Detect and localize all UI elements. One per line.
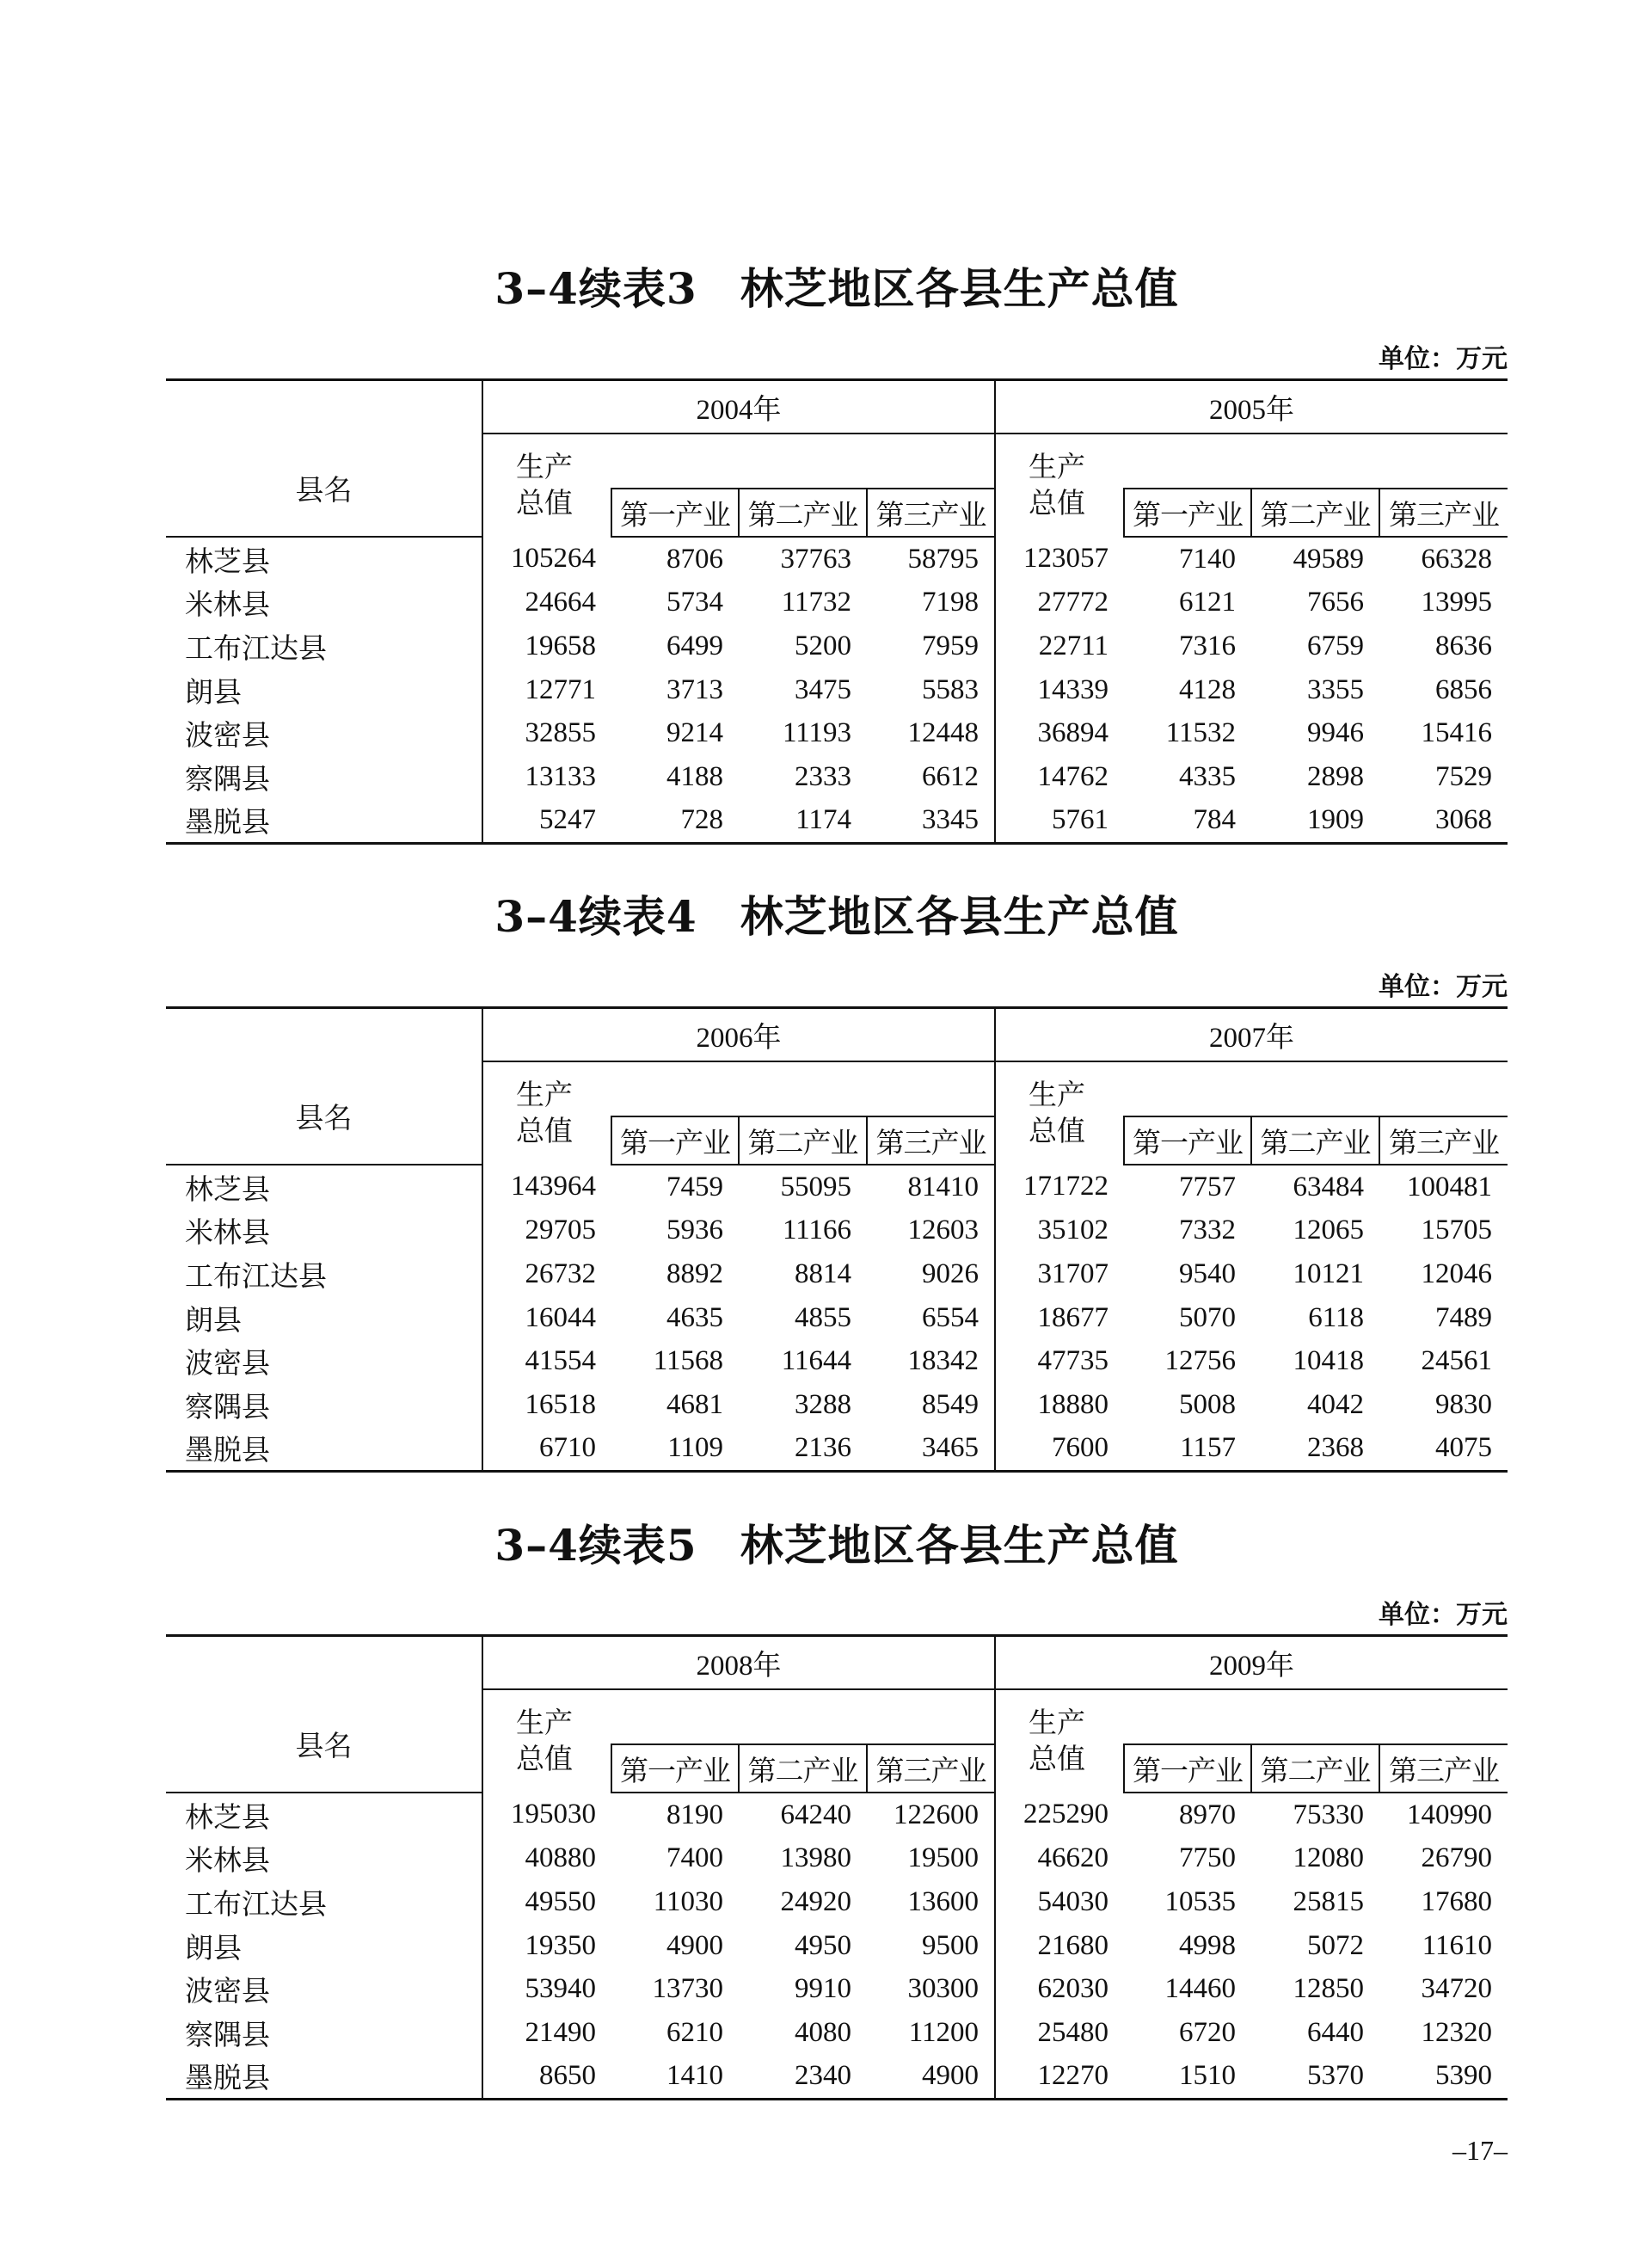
industry-value-cell: 6612 [922,760,979,792]
gross-output-cell: 195030 [511,1799,596,1830]
industry-value-cell: 11030 [653,1885,723,1917]
industry-value-cell: 8706 [666,543,723,575]
year-header: 2009年 [995,1636,1508,1690]
industry-value-cell: 55095 [780,1171,851,1202]
industry-value-cell: 8549 [922,1388,979,1420]
gross-output-cell: 16044 [525,1301,596,1333]
industry-value-cell: 24561 [1421,1345,1492,1377]
unit-label: 单位：万元 [1379,1600,1508,1630]
gross-output-cell: 14762 [995,755,1124,799]
table-row [166,537,1508,581]
industry-value-cell: 5936 [666,1215,723,1246]
data-table [166,1006,1508,1473]
industry-value-cell: 9830 [1435,1388,1492,1420]
gross-output-cell: 24664 [525,587,596,618]
county-name: 墨脱县 [166,1427,482,1472]
gross-output-cell: 8650 [482,2055,611,2100]
industry-value-cell: 4998 [1179,1929,1236,1961]
industry-value-cell: 784 [1124,799,1251,844]
county-name: 米林县 [166,581,482,625]
industry-value-cell: 12603 [907,1215,979,1246]
industry-value-cell: 11193 [782,717,851,749]
table-row [166,1165,1508,1209]
county-name: 林芝县 [166,1793,482,1837]
year-header: 2004年 [482,380,995,434]
industry-value-cell: 6554 [922,1301,979,1333]
industry-value-cell: 11166 [782,1215,851,1246]
industry-value-cell: 66328 [1421,543,1492,575]
gross-output-header: 生产 总值 [516,1708,573,1775]
industry-value-cell: 7198 [922,587,979,618]
table-row [166,1837,1508,1881]
table-row [166,581,1508,625]
gross-output-cell: 27772 [995,581,1124,625]
industry-value-cell: 13980 [780,1842,851,1874]
table-row [166,755,1508,799]
table-row [166,1339,1508,1383]
industry-value-cell: 14460 [1164,1973,1236,2005]
industry-value-cell: 64240 [780,1799,851,1830]
industry-value-cell: 7529 [1435,760,1492,792]
industry-value-cell: 12448 [907,717,979,749]
industry-value-cell: 6759 [1307,630,1364,661]
industry-value-cell: 15416 [1421,717,1492,749]
gross-output-cell: 35102 [995,1209,1124,1253]
gross-output-cell: 225290 [995,1793,1124,1837]
industry-value-cell: 4075 [1379,1427,1508,1472]
county-name: 朗县 [166,1296,482,1340]
industry-value-cell: 4900 [666,1929,723,1961]
industry-value-cell: 49589 [1293,543,1364,575]
county-header: 县名 [166,1636,482,1793]
table-title [166,255,1508,317]
primary-industry-header: 第一产业 [611,1116,739,1165]
industry-value-cell: 7959 [922,630,979,661]
industry-value-cell: 9910 [795,1973,851,2005]
industry-value-cell: 11610 [1422,1929,1492,1961]
tertiary-industry-header: 第三产业 [1379,1744,1508,1793]
industry-value-cell: 3465 [867,1427,995,1472]
primary-industry-header: 第一产业 [1124,1116,1251,1165]
industry-value-cell: 7316 [1179,630,1236,661]
industry-value-cell: 4335 [1179,760,1236,792]
industry-value-cell: 9540 [1179,1258,1236,1289]
industry-value-cell: 37763 [780,543,851,575]
industry-value-cell: 6210 [666,2016,723,2048]
gross-output-cell: 171722 [995,1165,1124,1209]
industry-value-cell: 9214 [666,717,723,749]
county-name: 察隅县 [166,1383,482,1427]
industry-value-cell: 6499 [666,630,723,661]
industry-value-cell: 24920 [780,1885,851,1917]
gross-output-cell: 22711 [995,624,1124,668]
primary-industry-header: 第一产业 [611,489,739,537]
table-row [166,668,1508,712]
industry-value-cell: 4681 [666,1388,723,1420]
industry-value-cell: 13730 [652,1973,723,2005]
table-row [166,2055,1508,2100]
gross-output-cell: 31707 [995,1252,1124,1296]
table-row [166,1880,1508,1924]
industry-value-cell: 12850 [1293,1973,1364,2005]
industry-value-cell: 7140 [1179,543,1236,575]
industry-value-cell: 19500 [907,1842,979,1874]
table-row [166,1383,1508,1427]
industry-value-cell: 5072 [1307,1929,1364,1961]
industry-value-cell: 2333 [795,760,851,792]
industry-value-cell: 1174 [739,799,867,844]
industry-value-cell: 11732 [781,587,851,618]
secondary-industry-header: 第二产业 [1251,1744,1379,1793]
gross-output-cell: 13133 [525,760,596,792]
primary-industry-header: 第一产业 [1124,1744,1251,1793]
industry-value-cell: 4128 [1179,673,1236,705]
tertiary-industry-header: 第三产业 [1379,1116,1508,1165]
data-table [166,378,1508,845]
industry-value-cell: 63484 [1293,1171,1364,1202]
secondary-industry-header: 第二产业 [739,1744,867,1793]
gross-output-header: 生产 总值 [516,1080,573,1147]
tertiary-industry-header: 第三产业 [867,1744,995,1793]
industry-value-cell: 1157 [1124,1427,1251,1472]
tertiary-industry-header: 第三产业 [1379,489,1508,537]
gross-output-cell: 6710 [482,1427,611,1472]
county-name: 朗县 [166,1924,482,1968]
industry-value-cell: 58795 [907,543,979,575]
industry-value-cell: 5734 [666,587,723,618]
county-header: 县名 [166,1008,482,1165]
table-row [166,1793,1508,1837]
table-row [166,1967,1508,2011]
industry-value-cell: 26790 [1421,1842,1492,1874]
industry-value-cell: 4950 [795,1929,851,1961]
table-number: 3–4续表4 [494,891,697,942]
industry-value-cell: 4042 [1307,1388,1364,1420]
industry-value-cell: 1109 [611,1427,739,1472]
industry-value-cell: 8970 [1179,1799,1236,1830]
industry-value-cell: 2136 [739,1427,867,1472]
gross-output-cell: 47735 [995,1339,1124,1383]
industry-value-cell: 7757 [1179,1171,1236,1202]
industry-value-cell: 7489 [1435,1301,1492,1333]
industry-value-cell: 1510 [1124,2055,1251,2100]
gross-output-cell: 123057 [995,537,1124,581]
industry-value-cell: 11568 [653,1345,723,1377]
industry-value-cell: 5390 [1379,2055,1508,2100]
industry-value-cell: 5583 [922,673,979,705]
industry-value-cell: 30300 [907,1973,979,2005]
year-header: 2005年 [995,380,1508,434]
county-name: 工布江达县 [166,1880,482,1924]
gross-output-cell: 32855 [525,717,596,749]
gross-output-cell: 36894 [995,711,1124,755]
gross-output-cell: 26732 [525,1258,596,1289]
industry-value-cell: 3288 [795,1388,851,1420]
county-name: 察隅县 [166,2011,482,2055]
gross-output-cell: 143964 [511,1171,596,1202]
county-header: 县名 [166,380,482,538]
industry-value-cell: 9500 [922,1929,979,1961]
industry-value-cell: 12080 [1293,1842,1364,1874]
county-name: 波密县 [166,1967,482,2011]
gross-output-header: 生产 总值 [995,434,1124,537]
table-row [166,1924,1508,1968]
secondary-industry-header: 第二产业 [1251,1116,1379,1165]
gross-output-cell: 49550 [525,1885,596,1917]
table-row [166,624,1508,668]
industry-value-cell: 6720 [1179,2016,1236,2048]
industry-value-cell: 1909 [1251,799,1379,844]
industry-value-cell: 7750 [1179,1842,1236,1874]
table-title-text: 林芝地区各县生产总值 [740,891,1179,942]
industry-value-cell: 4080 [795,2016,851,2048]
industry-value-cell: 75330 [1293,1799,1364,1830]
industry-value-cell: 7459 [666,1171,723,1202]
gross-output-cell: 25480 [995,2011,1124,2055]
industry-value-cell: 9026 [922,1258,979,1289]
industry-value-cell: 10535 [1164,1885,1236,1917]
industry-value-cell: 100481 [1407,1171,1492,1202]
county-name: 波密县 [166,711,482,755]
industry-value-cell: 3475 [795,673,851,705]
tertiary-industry-header: 第三产业 [867,1116,995,1165]
gross-output-cell: 46620 [995,1837,1124,1881]
industry-value-cell: 3713 [666,673,723,705]
industry-value-cell: 15705 [1421,1215,1492,1246]
industry-value-cell: 8636 [1435,630,1492,661]
table-title [166,883,1508,944]
industry-value-cell: 25815 [1293,1885,1364,1917]
gross-output-cell: 40880 [525,1842,596,1874]
county-name: 朗县 [166,668,482,712]
industry-value-cell: 12320 [1421,2016,1492,2048]
industry-value-cell: 5200 [795,630,851,661]
industry-value-cell: 5008 [1179,1388,1236,1420]
industry-value-cell: 5370 [1251,2055,1379,2100]
industry-value-cell: 13995 [1421,587,1492,618]
unit-label: 单位：万元 [1379,344,1508,374]
gross-output-cell: 18677 [995,1296,1124,1340]
industry-value-cell: 11200 [908,2016,979,2048]
industry-value-cell: 9946 [1307,717,1364,749]
unit-label: 单位：万元 [1379,972,1508,1002]
industry-value-cell: 4855 [795,1301,851,1333]
gross-output-cell: 19350 [525,1929,596,1961]
table-row [166,799,1508,844]
gross-output-cell: 16518 [525,1388,596,1420]
industry-value-cell: 34720 [1421,1973,1492,2005]
page-number: –17– [1452,2135,1508,2166]
industry-value-cell: 1410 [611,2055,739,2100]
year-header: 2008年 [482,1636,995,1690]
industry-value-cell: 11644 [781,1345,851,1377]
gross-output-cell: 14339 [995,668,1124,712]
industry-value-cell: 5070 [1179,1301,1236,1333]
gross-output-cell: 62030 [995,1967,1124,2011]
county-name: 工布江达县 [166,624,482,668]
gross-output-cell: 53940 [525,1973,596,2005]
gross-output-cell: 105264 [511,543,596,575]
industry-value-cell: 2898 [1307,760,1364,792]
county-name: 林芝县 [166,1165,482,1209]
secondary-industry-header: 第二产业 [739,1116,867,1165]
industry-value-cell: 18342 [907,1345,979,1377]
table-row [166,1427,1508,1472]
county-name: 米林县 [166,1209,482,1253]
industry-value-cell: 6121 [1179,587,1236,618]
gross-output-cell: 5761 [995,799,1124,844]
county-name: 墨脱县 [166,2055,482,2100]
industry-value-cell: 12756 [1164,1345,1236,1377]
industry-value-cell: 140990 [1407,1799,1492,1830]
industry-value-cell: 8190 [666,1799,723,1830]
gross-output-cell: 12270 [995,2055,1124,2100]
county-name: 米林县 [166,1837,482,1881]
table-title-text: 林芝地区各县生产总值 [740,1520,1179,1571]
industry-value-cell: 2340 [739,2055,867,2100]
table-number: 3–4续表3 [494,263,697,314]
year-header: 2007年 [995,1008,1508,1062]
industry-value-cell: 17680 [1421,1885,1492,1917]
table-row [166,711,1508,755]
industry-value-cell: 12065 [1293,1215,1364,1246]
industry-value-cell: 3345 [867,799,995,844]
gross-output-cell: 18880 [995,1383,1124,1427]
data-table [166,1634,1508,2100]
gross-output-cell: 54030 [995,1880,1124,1924]
industry-value-cell: 4188 [666,760,723,792]
gross-output-header: 生产 总值 [995,1061,1124,1165]
industry-value-cell: 6118 [1308,1301,1364,1333]
industry-value-cell: 7400 [666,1842,723,1874]
gross-output-cell: 29705 [525,1215,596,1246]
secondary-industry-header: 第二产业 [739,489,867,537]
industry-value-cell: 10121 [1293,1258,1364,1289]
gross-output-header: 生产 总值 [995,1689,1124,1793]
industry-value-cell: 728 [611,799,739,844]
county-name: 波密县 [166,1339,482,1383]
primary-industry-header: 第一产业 [611,1744,739,1793]
industry-value-cell: 7656 [1307,587,1364,618]
industry-value-cell: 13600 [907,1885,979,1917]
industry-value-cell: 3355 [1307,673,1364,705]
county-name: 工布江达县 [166,1252,482,1296]
gross-output-cell: 5247 [482,799,611,844]
table-title [166,1511,1508,1573]
table-row [166,2011,1508,2055]
industry-value-cell: 8814 [795,1258,851,1289]
table-row [166,1296,1508,1340]
industry-value-cell: 6856 [1435,673,1492,705]
county-name: 墨脱县 [166,799,482,844]
gross-output-cell: 41554 [525,1345,596,1377]
industry-value-cell: 4635 [666,1301,723,1333]
industry-value-cell: 12046 [1421,1258,1492,1289]
industry-value-cell: 6440 [1307,2016,1364,2048]
industry-value-cell: 2368 [1251,1427,1379,1472]
table-title-text: 林芝地区各县生产总值 [740,263,1179,314]
tertiary-industry-header: 第三产业 [867,489,995,537]
gross-output-cell: 21490 [525,2016,596,2048]
county-name: 察隅县 [166,755,482,799]
gross-output-cell: 7600 [995,1427,1124,1472]
gross-output-header: 生产 总值 [516,452,573,520]
table-number: 3–4续表5 [494,1520,697,1571]
industry-value-cell: 3068 [1379,799,1508,844]
industry-value-cell: 4900 [867,2055,995,2100]
industry-value-cell: 8892 [666,1258,723,1289]
industry-value-cell: 11532 [1165,717,1236,749]
county-name: 林芝县 [166,537,482,581]
table-row [166,1209,1508,1253]
primary-industry-header: 第一产业 [1124,489,1251,537]
secondary-industry-header: 第二产业 [1251,489,1379,537]
gross-output-cell: 19658 [525,630,596,661]
industry-value-cell: 122600 [894,1799,979,1830]
year-header: 2006年 [482,1008,995,1062]
industry-value-cell: 81410 [907,1171,979,1202]
table-row [166,1252,1508,1296]
gross-output-cell: 12771 [525,673,596,705]
industry-value-cell: 10418 [1293,1345,1364,1377]
industry-value-cell: 7332 [1179,1215,1236,1246]
gross-output-cell: 21680 [995,1924,1124,1968]
